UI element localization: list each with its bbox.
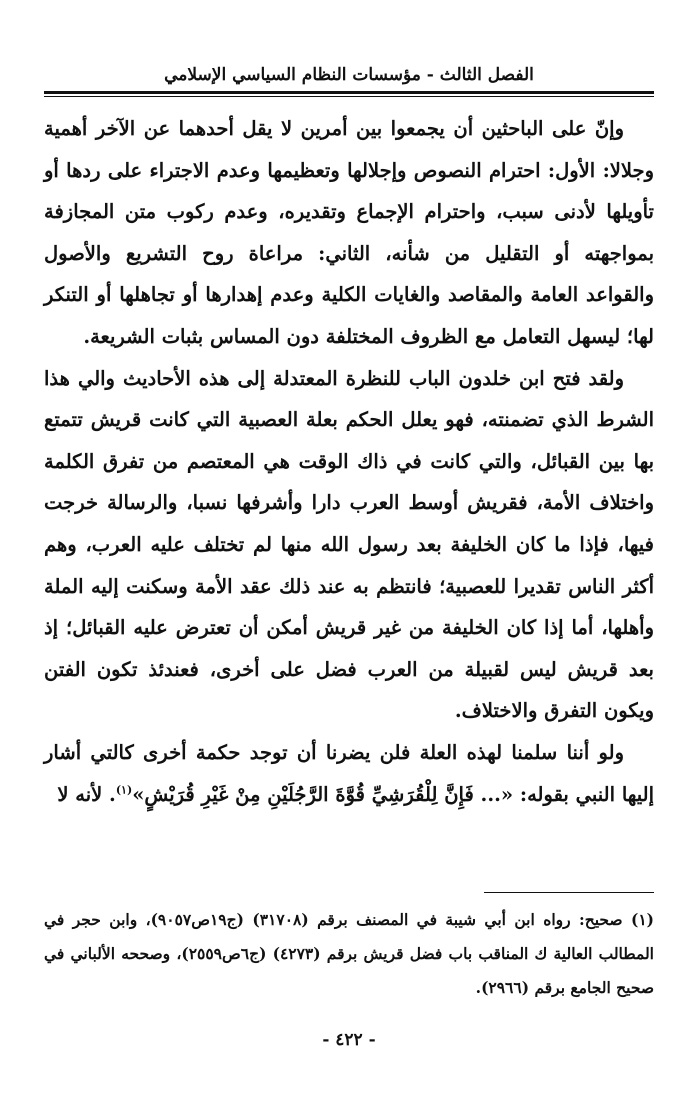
header-rule	[44, 91, 654, 94]
paragraph-2: ولقد فتح ابن خلدون الباب للنظرة المعتدلة إلى هذه الأحاديث والي هذا الشرط الذي تضمنته، فهو يعلل الحكم بعلة العصبية التي كانت قريش تتمتع بها بين القبائل، والتي كانت في ذاك الوقت هي المعتصم من تفرق الكلمة واختلاف الأمة، فقريش أوسط العرب دارا وأشرفها نسبا، والرسالة خرجت فيها، فإذا ما كان الخليفة بعد رسول الله منها لم تختلف عليه العرب، وهم أكثر الناس تقديرا للعصبية؛ فانتظم به عند ذلك عقد الأمة وسكنت إليه الملة وأهلها، أما إذا كان الخليفة من غير قريش أمكن أن تعترض عليه القبائل؛ إذ بعد قريش ليس لقبيلة من العرب فضل على أخرى، فعندئذ تكون الفتن ويكون التفرق والاختلاف.	[44, 366, 654, 723]
running-header: الفصل الثالث - مؤسسات النظام السياسي الإسلامي	[164, 65, 534, 85]
paragraph-3-text: ولو أننا سلمنا لهذه العلة فلن يضرنا أن توجد حكمة أخرى كالتي أشار إليها النبي بقوله: «... فَإِنَّ لِلْقُرَشِيِّ قُوَّةَ الرَّجُلَيْنِ مِنْ غَيْرِ قُرَيْشٍ»	[44, 740, 654, 806]
paragraph-3	[44, 732, 654, 815]
footnotes	[44, 903, 654, 1005]
footnote-1: (١) صحيح: رواه ابن أبي شيبة في المصنف برقم (٣١٧٠٨) (ج١٩ص٩٠٥٧)، وابن حجر في المطالب العالية ك المناقب باب فضل قريش برقم (٤٢٧٣) (ج٦ص٢٥٥٩)، وصححه الألباني في صحيح الجامع برقم (٢٩٦٦).	[44, 910, 654, 997]
main-text	[44, 108, 654, 815]
paragraph-3-tail: . لأنه لا	[57, 782, 116, 806]
paragraph-1: وإنّ على الباحثين أن يجمعوا بين أمرين لا يقل أحدهما عن الآخر أهمية وجلالا: الأول: احترام النصوص وإجلالها وتعظيمها وعدم الاجتراء على ردها أو تأويلها لأدنى سبب، واحترام الإجماع وتقديره، وعدم ركوب متن المجازفة بمواجهته أو التقليل من شأنه، الثاني: مراعاة روح التشريع والأصول والقواعد العامة والمقاصد والغايات الكلية وعدم إهدارها أو تجاهلها أو التنكر لها؛ ليسهل التعامل مع الظروف المختلفة دون المساس بثبات الشريعة.	[44, 117, 654, 348]
footnote-ref: (١)	[115, 783, 133, 796]
footnote-separator	[484, 892, 654, 893]
header-rule-thin	[44, 96, 654, 97]
page-number: - ٤٢٢ -	[322, 1030, 376, 1050]
